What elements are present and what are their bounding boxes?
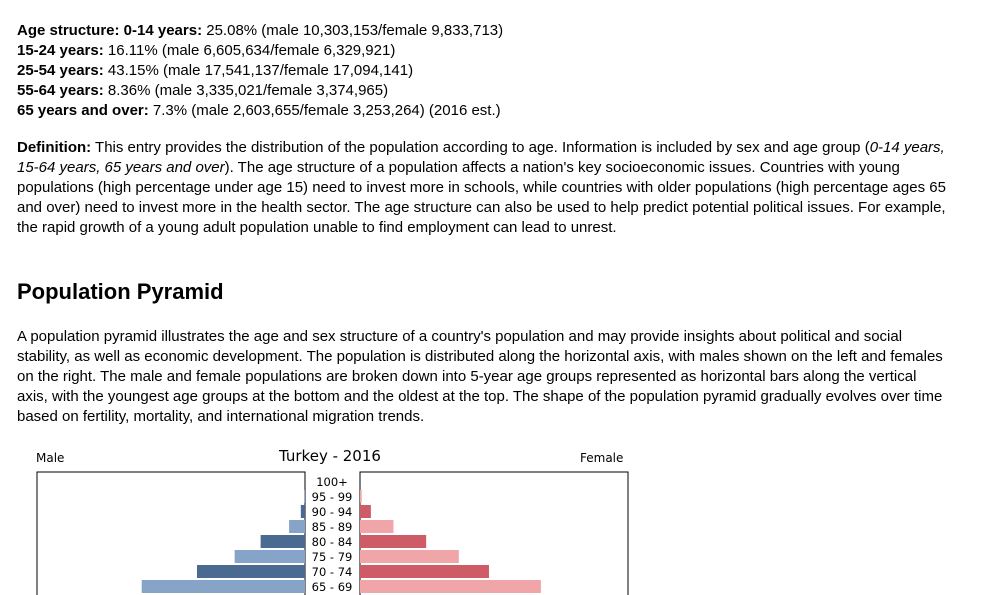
male-bar bbox=[289, 520, 305, 533]
age-group-label: 70 - 74 bbox=[311, 565, 353, 579]
age-group-label: 100+ bbox=[316, 475, 348, 489]
male-bar bbox=[142, 580, 305, 593]
age-structure-section bbox=[17, 21, 503, 121]
female-bar bbox=[360, 535, 426, 548]
age-row-0-14 bbox=[17, 21, 503, 41]
age-row-label: 55-64 years: bbox=[17, 82, 104, 99]
male-bar bbox=[261, 535, 305, 548]
age-group-label: 95 - 99 bbox=[311, 490, 353, 504]
age-row-value: 16.11% (male 6,605,634/female 6,329,921) bbox=[103, 42, 396, 59]
pyramid-description: A population pyramid illustrates the age and sex structure of a country's population and may provide insights about political and social stability, as well as economic development. The population is distributed along the horizontal axis, with males shown on the left and females on the right. The male and female populations are broken down into 5-year age groups represented as horizontal bars along the vertical axis, with the youngest age groups at the bottom and the oldest at the top. The shape of the population pyramid gradually evolves over time based on fertility, mortality, and international migration trends. bbox=[17, 328, 943, 425]
male-bar bbox=[235, 550, 305, 563]
age-row-25-54 bbox=[17, 61, 503, 81]
age-group-label: 65 - 69 bbox=[311, 580, 353, 594]
chart-title: Turkey - 2016 bbox=[279, 447, 381, 465]
population-pyramid-chart bbox=[36, 471, 630, 595]
age-row-value: 25.08% (male 10,303,153/female 9,833,713) bbox=[202, 22, 504, 39]
definition-label: Definition: bbox=[17, 139, 92, 156]
age-group-label: 85 - 89 bbox=[311, 520, 353, 534]
female-bar bbox=[360, 505, 371, 518]
age-row-value: 8.36% (male 3,335,021/female 3,374,965) bbox=[103, 82, 389, 99]
age-group-label: 75 - 79 bbox=[311, 550, 353, 564]
age-row-15-24 bbox=[17, 41, 503, 61]
male-bar bbox=[197, 565, 305, 578]
female-bar bbox=[360, 580, 541, 593]
female-bar bbox=[360, 565, 489, 578]
pyramid-heading: Population Pyramid bbox=[17, 279, 224, 304]
male-bar bbox=[304, 490, 305, 503]
age-row-value: 7.3% (male 2,603,655/female 3,253,264) (2016 est.) bbox=[148, 102, 501, 119]
definition-text-end: ). The age structure of a population affects a nation's key socioeconomic issues. Countries with young populations (high percentage under age 15) need to invest more in schools, while countries with older populations (high percentage ages 65 and over) need to invest more in the health sector. The age structure can also be used to help predict potential political issues. For example, the rapid growth of a young adult population unable to find employment can lead to unrest. bbox=[17, 159, 946, 236]
female-bar bbox=[360, 550, 459, 563]
chart-female-label: Female bbox=[580, 451, 624, 465]
age-row-55-64 bbox=[17, 81, 503, 101]
female-bar bbox=[360, 490, 362, 503]
chart-male-label: Male bbox=[36, 451, 65, 465]
age-row-value: 43.15% (male 17,541,137/female 17,094,141) bbox=[103, 62, 414, 79]
age-row-label: 15-24 years: bbox=[17, 42, 104, 59]
age-group-label: 90 - 94 bbox=[311, 505, 353, 519]
definition-italic: 0-14 years, 15-64 years, 65 years and over bbox=[17, 139, 945, 176]
male-bar bbox=[301, 505, 305, 518]
definition-text: This entry provides the distribution of the population according to age. Information is included by sex and age group ( bbox=[91, 139, 870, 156]
age-ticks-group bbox=[312, 475, 353, 594]
female-bar bbox=[360, 520, 394, 533]
age-row-label: Age structure: 0-14 years: bbox=[17, 22, 203, 39]
age-group-label: 80 - 84 bbox=[311, 535, 353, 549]
age-row-label: 25-54 years: bbox=[17, 62, 104, 79]
definition-paragraph bbox=[17, 138, 947, 238]
age-row-label: 65 years and over: bbox=[17, 102, 149, 119]
age-row-65-plus bbox=[17, 101, 503, 121]
